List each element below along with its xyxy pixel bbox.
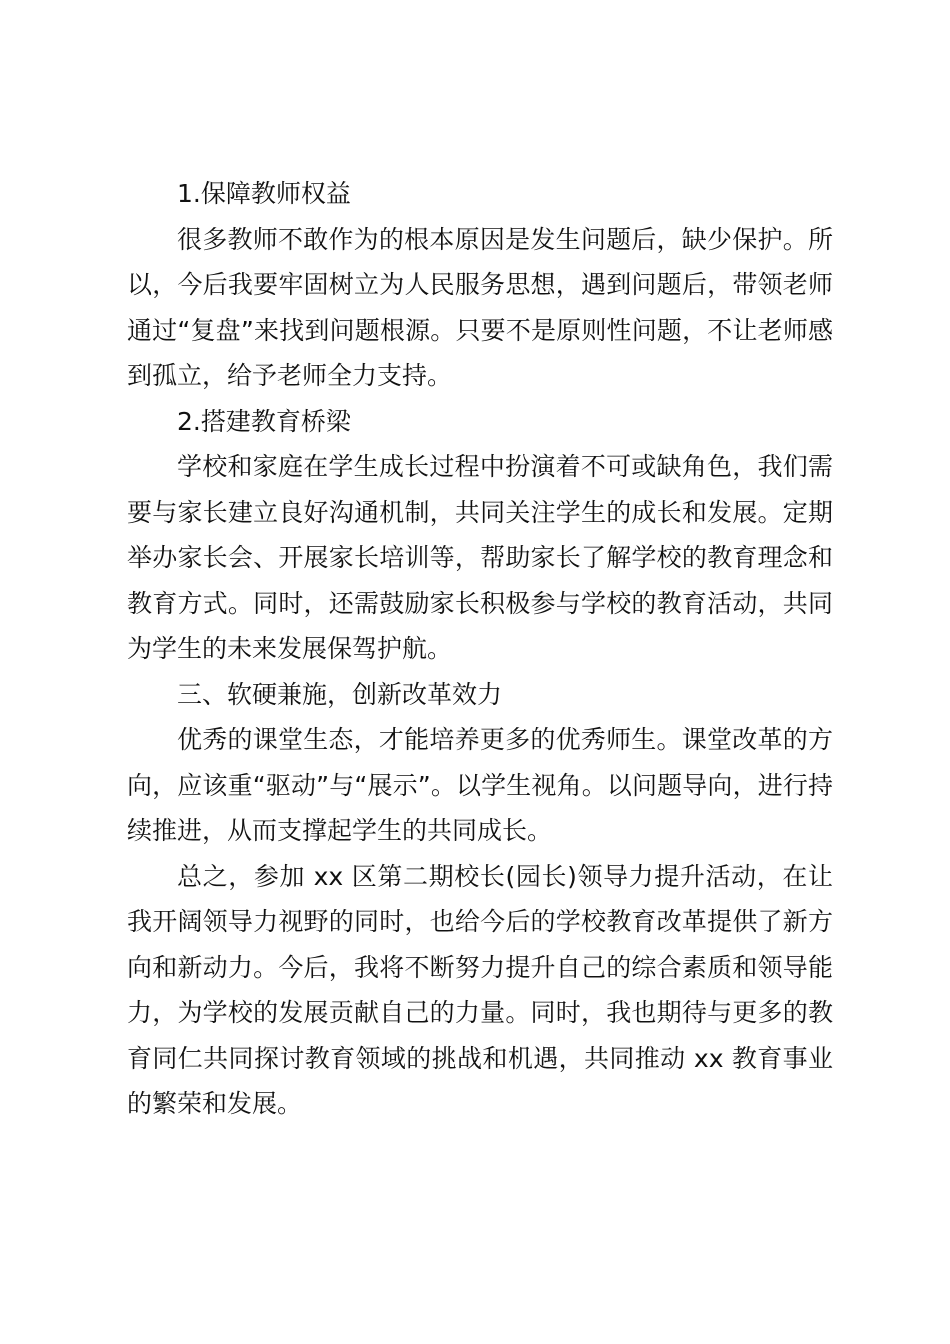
heading-build-education-bridge: 2.搭建教育桥梁 <box>177 406 351 436</box>
paragraph-teacher-protection: 很多教师不敢作为的根本原因是发生问题后，缺少保护。所以，今后我要牢固树立为人民服务思想，遇到问题后，带领老师通过“复盘”来找到问题根源。只要不是原则性问题，不让老师感到孤立，给予老师全力支持。 <box>127 224 833 390</box>
paragraph-home-school: 学校和家庭在学生成长过程中扮演着不可或缺角色，我们需要与家长建立良好沟通机制，共同关注学生的成长和发展。定期举办家长会、开展家长培训等，帮助家长了解学校的教育理念和教育方式。同时，还需鼓励家长积极参与学校的教育活动，共同为学生的未来发展保驾护航。 <box>127 452 833 663</box>
heading-section-three: 三、软硬兼施，创新改革效力 <box>177 679 503 709</box>
document-body <box>127 171 833 1127</box>
paragraph-classroom-reform: 优秀的课堂生态，才能培养更多的优秀师生。课堂改革的方向，应该重“驱动”与“展示”。以学生视角。以问题导向，进行持续推进，从而支撑起学生的共同成长。 <box>127 725 833 845</box>
paragraph-conclusion: 总之，参加 xx 区第二期校长(园长)领导力提升活动，在让我开阔领导力视野的同时，也给今后的学校教育改革提供了新方向和新动力。今后，我将不断努力提升自己的综合素质和领导能力，为学校的发展贡献自己的力量。同时，我也期待与更多的教育同仁共同探讨教育领域的挑战和机遇，共同推动 xx 教育事业的繁荣和发展。 <box>127 861 833 1118</box>
heading-protect-teacher-rights: 1.保障教师权益 <box>177 179 351 208</box>
